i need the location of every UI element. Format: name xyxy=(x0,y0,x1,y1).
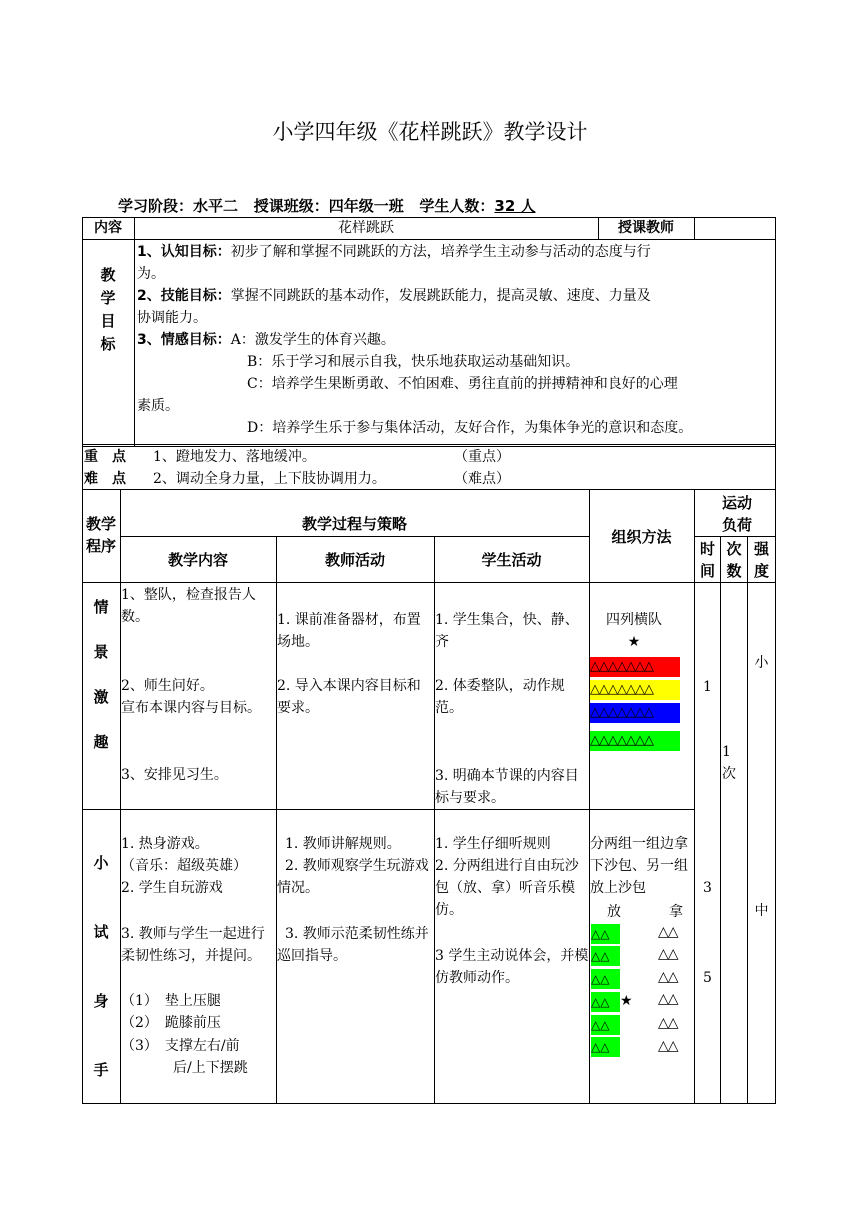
s2-student-2: 2. 分两组进行自由玩沙包（放、拿）听音乐模仿。 xyxy=(435,858,579,918)
class-value: 四年级一班 xyxy=(328,197,404,215)
skill-text: 掌握不同跳跃的基本动作，发展跳跃能力，提高灵敏、速度、力量及 xyxy=(230,288,651,304)
affect-head: 3、情感目标： xyxy=(137,332,231,348)
take-group-row: △△ xyxy=(658,991,678,1007)
put-group-row: △△ xyxy=(591,1037,620,1057)
s2-org-take: 拿 xyxy=(669,904,683,920)
formation-row-red: △△△△△△△ xyxy=(590,657,680,677)
put-group-row: △△ xyxy=(591,992,620,1012)
take-group-row: △△ xyxy=(658,1015,678,1031)
s1-content-2a: 2、师生问好。 xyxy=(121,678,214,694)
s2-content-3: 3. 教师与学生一起进行柔韧性练习，并提问。 xyxy=(121,926,265,964)
teacher-label: 授课教师 xyxy=(618,220,674,236)
put-group-row: △△ xyxy=(591,969,620,989)
cognitive-cont: 为。 xyxy=(137,266,165,282)
cognitive-text: 初步了解和掌握不同跳跃的方法，培养学生主动参与活动的态度与行 xyxy=(230,244,651,260)
take-group-row: △△ xyxy=(658,946,678,962)
s1-teacher-1: 1. 课前准备器材，布置场地。 xyxy=(277,612,421,650)
s2-content-1b: （音乐：超级英雄） xyxy=(121,858,247,874)
s2-time-b: 5 xyxy=(703,970,712,986)
s2-sub-1: （1） 垫上压腿 xyxy=(121,993,221,1009)
objectives-label: 教学目标 xyxy=(100,266,116,353)
s1-content-1: 1、整队，检查报告人数。 xyxy=(121,587,256,625)
affect-a: A：激发学生的体育兴趣。 xyxy=(230,332,395,348)
zhong-label: 重 点 xyxy=(84,449,126,465)
formation-row-blue: △△△△△△△ xyxy=(590,703,680,723)
s2-sub-2: （2） 跪膝前压 xyxy=(121,1015,221,1031)
content-value: 花样跳跃 xyxy=(338,220,394,236)
teacher-header: 教师活动 xyxy=(324,551,385,569)
s2-org-text: 分两组一组边拿下沙包、另一组放上沙包 xyxy=(590,836,688,896)
formation-row-green: △△△△△△△ xyxy=(590,731,680,751)
formation-row-yellow: △△△△△△△ xyxy=(590,680,680,700)
s1-student-1: 1. 学生集合，快、静、齐 xyxy=(435,612,579,650)
section2-name: 小试身手 xyxy=(93,854,109,1079)
org-header: 组织方法 xyxy=(611,528,672,546)
s1-org-title: 四列横队 xyxy=(606,612,662,628)
count-value: 32 人 xyxy=(494,197,536,215)
time-header: 时间 xyxy=(699,540,715,580)
s2-time-a: 3 xyxy=(703,880,712,896)
stage-value: 水平二 xyxy=(193,197,239,215)
s1-intensity: 小 xyxy=(754,655,769,671)
cognitive-head: 1、认知目标： xyxy=(137,244,231,260)
affect-c-cont: 素质。 xyxy=(137,398,179,414)
nan-label: 难 点 xyxy=(84,471,126,487)
page-title: 小学四年级《花样跳跃》教学设计 xyxy=(272,120,588,144)
affect-b: B：乐于学习和展示自我，快乐地获取运动基础知识。 xyxy=(247,354,580,370)
s2-org-put: 放 xyxy=(607,904,621,920)
keypoint-1-tag: （重点） xyxy=(454,449,510,465)
keypoint-2: 2、调动全身力量，上下肢协调用力。 xyxy=(153,471,386,487)
s2-teacher-1: 1. 教师讲解规则。 xyxy=(285,836,401,852)
put-group-row: △△ xyxy=(591,946,620,966)
s2-student-3: 3 学生主动说体会，并模仿教师动作。 xyxy=(435,948,589,986)
section1-name: 情景激趣 xyxy=(93,598,109,751)
s1-content-2b: 宣布本课内容与目标。 xyxy=(121,700,261,716)
s2-content-1: 1. 热身游戏。 xyxy=(121,836,209,852)
process-header: 教学过程与策略 xyxy=(301,515,407,533)
s1-student-3: 3. 明确本节课的内容目标与要求。 xyxy=(435,768,579,806)
put-group-row: △△ xyxy=(591,924,620,944)
s1-student-2: 2. 体委整队，动作规范。 xyxy=(435,678,565,716)
s2-content-2: 2. 学生自玩游戏 xyxy=(121,880,223,896)
count-label: 学生人数： xyxy=(419,197,495,215)
s2-sub-3: （3） 支撑左右/前 xyxy=(121,1038,240,1054)
s1-content-3: 3、安排见习生。 xyxy=(121,767,228,783)
put-group-row: △△ xyxy=(591,1015,620,1035)
affect-c: C：培养学生果断勇敢、不怕困难、勇往直前的拼搏精神和良好的心理 xyxy=(247,376,678,392)
keypoint-1: 1、蹬地发力、落地缓冲。 xyxy=(153,449,316,465)
load-header: 运动负荷 xyxy=(722,494,753,534)
student-header: 学生活动 xyxy=(481,551,542,569)
program-header: 教学程序 xyxy=(85,515,116,555)
content-label: 内容 xyxy=(94,220,122,236)
take-group-row: △△ xyxy=(658,969,678,985)
times-header: 次数 xyxy=(726,540,742,580)
s1-star: ★ xyxy=(627,634,641,650)
s1-times: 1次 xyxy=(722,744,736,782)
class-label: 授课班级： xyxy=(253,197,329,215)
keypoint-2-tag: （难点） xyxy=(454,471,510,487)
s1-time: 1 xyxy=(703,679,712,695)
skill-head: 2、技能目标： xyxy=(137,288,231,304)
take-group-row: △△ xyxy=(658,924,678,940)
s2-teacher-2: 2. 教师观察学生玩游戏情况。 xyxy=(277,858,429,896)
s2-star: ★ xyxy=(620,993,633,1009)
s2-teacher-3: 3. 教师示范柔韧性练并巡回指导。 xyxy=(277,926,429,964)
s2-sub-3b: 后/上下摆跳 xyxy=(173,1060,248,1076)
skill-cont: 协调能力。 xyxy=(137,310,207,326)
s1-teacher-2: 2. 导入本课内容目标和要求。 xyxy=(277,678,421,716)
s2-student-1: 1. 学生仔细听规则 xyxy=(435,836,551,852)
class-info xyxy=(118,195,554,216)
content-header: 教学内容 xyxy=(167,551,228,569)
affect-d: D：培养学生乐于参与集体活动，友好合作，为集体争光的意识和态度。 xyxy=(247,420,693,436)
objectives-text xyxy=(137,241,775,439)
take-group-row: △△ xyxy=(658,1038,678,1054)
stage-label: 学习阶段： xyxy=(118,197,194,215)
intensity-header: 强度 xyxy=(753,540,769,580)
s2-intensity: 中 xyxy=(754,903,769,919)
